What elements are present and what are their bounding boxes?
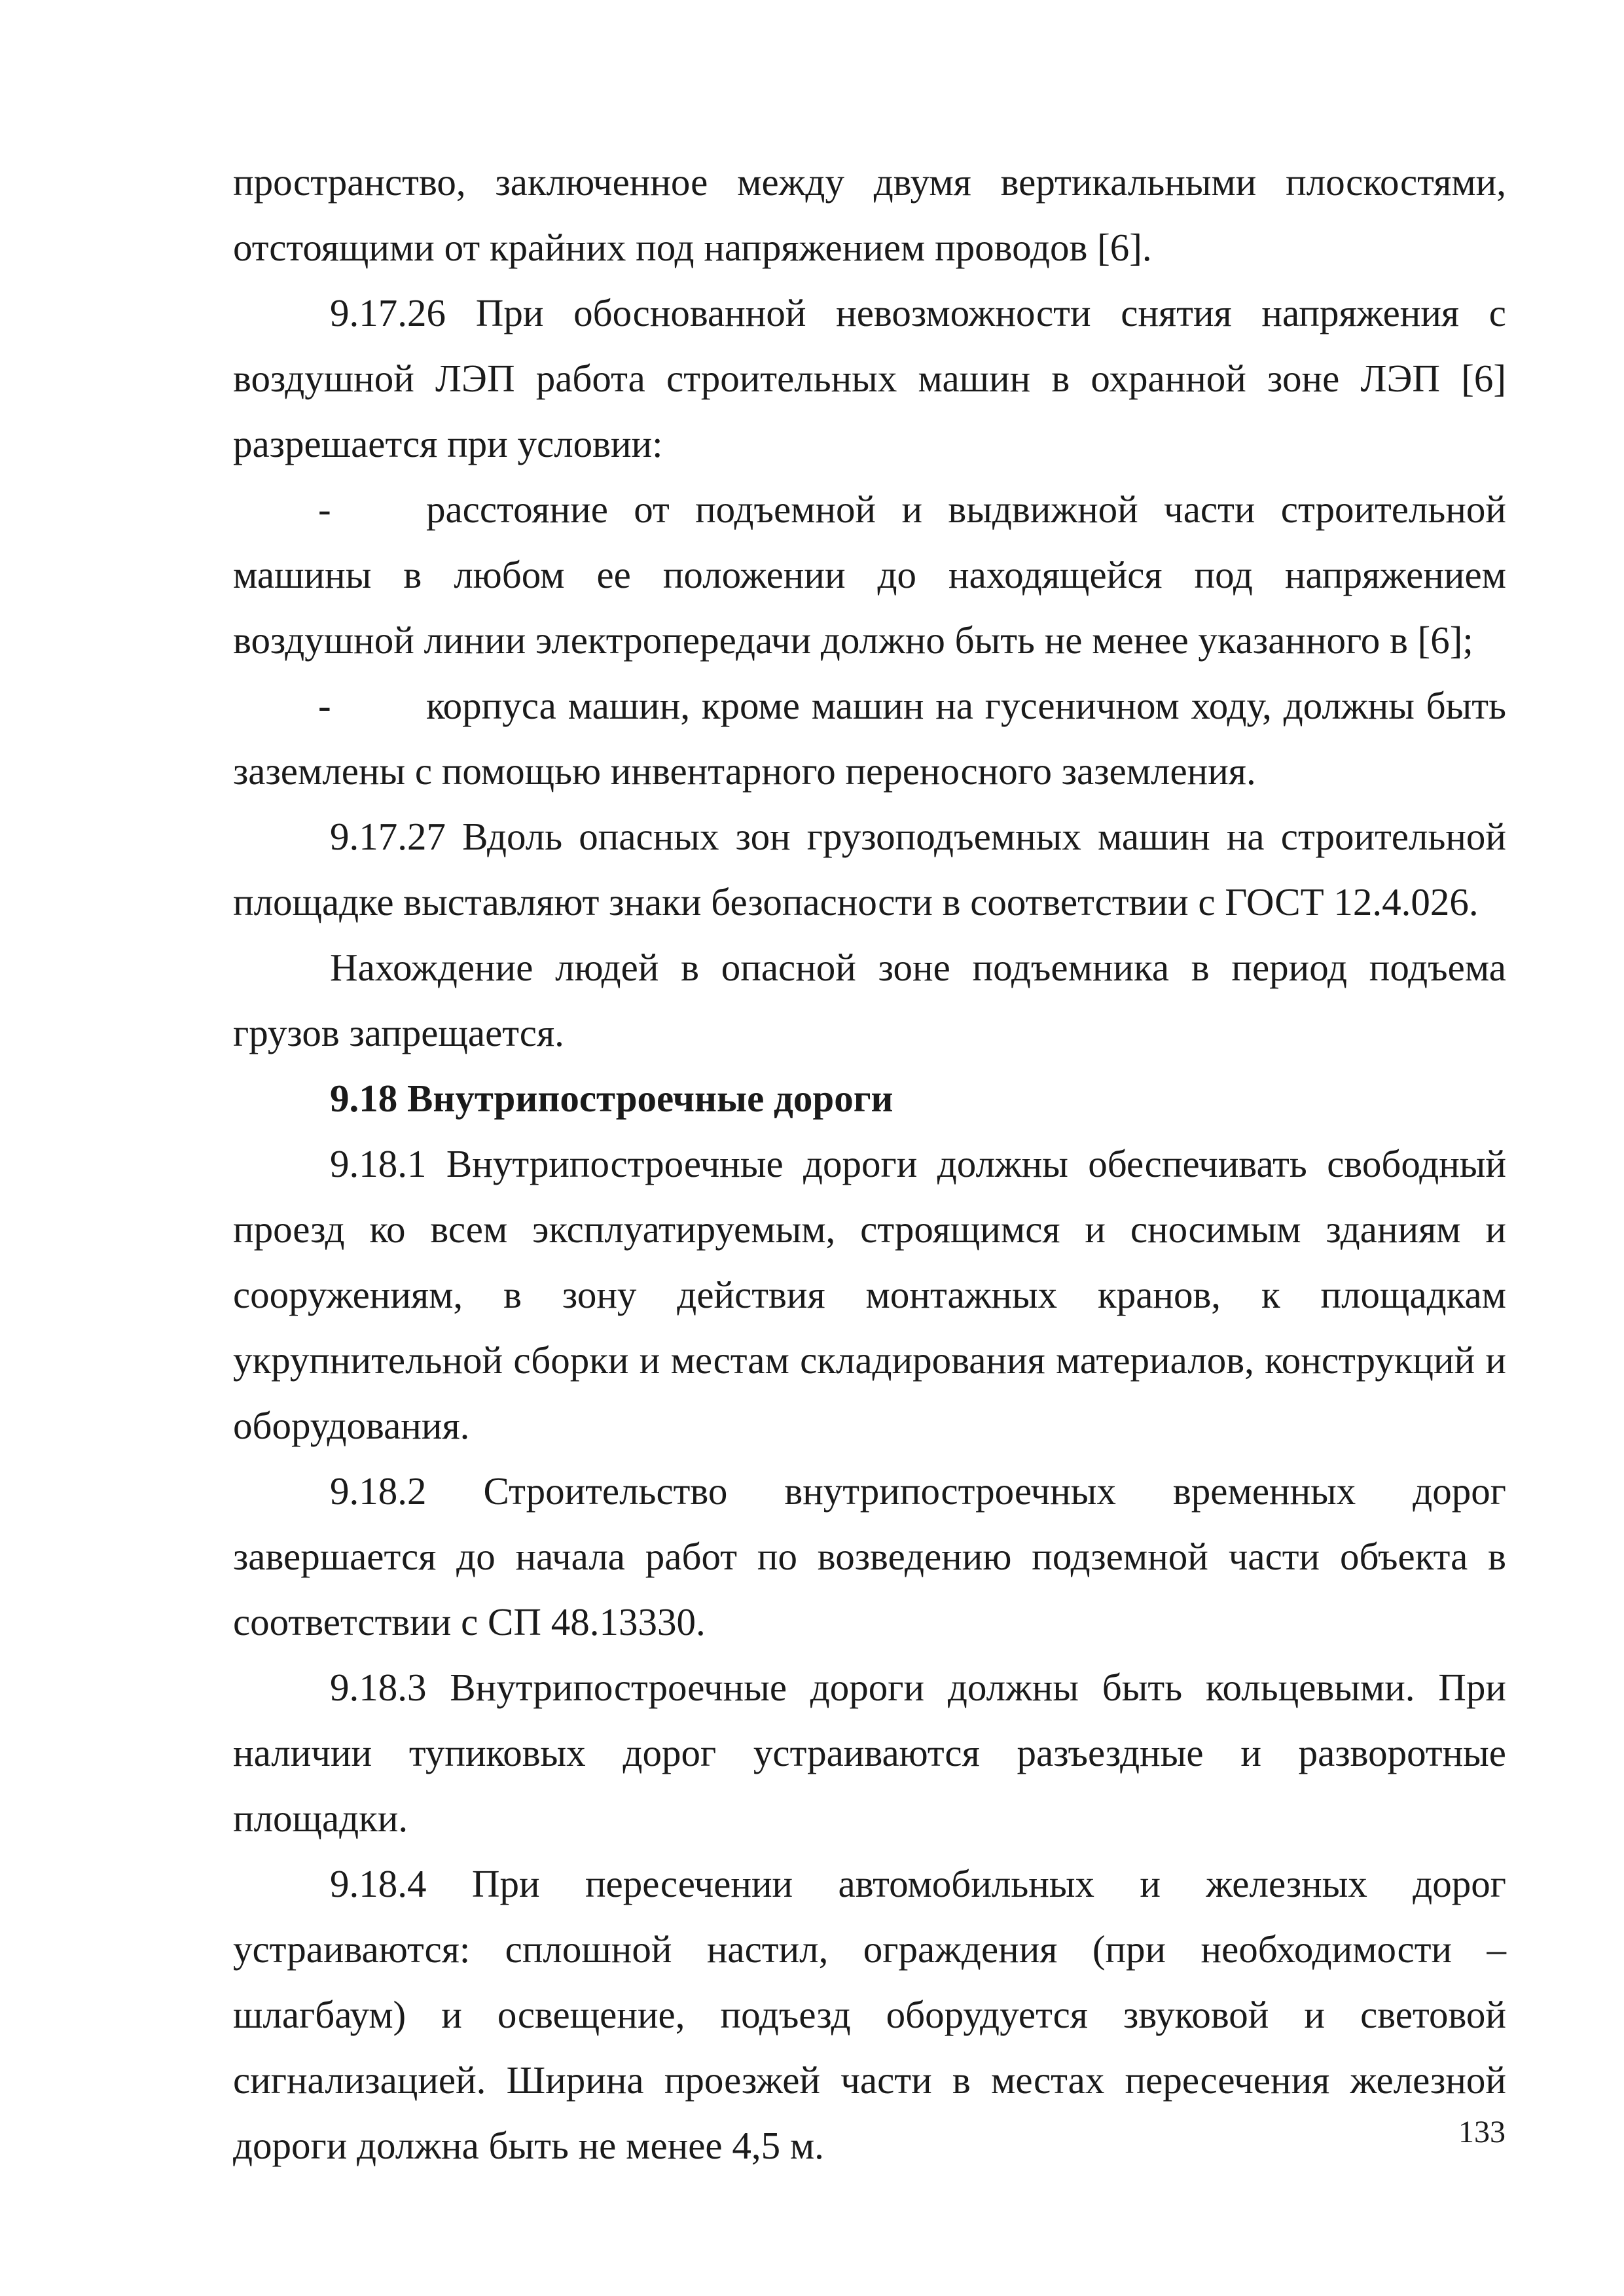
- list-item-text: расстояние от подъемной и выдвижной части строительной машины в любом ее положении до находящейся под напряжением воздушной линии электропередачи должно быть не менее указанного в [6];: [233, 488, 1506, 662]
- list-item: [233, 476, 1506, 673]
- paragraph-9-18-2: 9.18.2 Строительство внутрипостроечных временных дорог завершается до начала работ по возведению подземной части объекта в соответствии с СП 48.13330.: [233, 1469, 1506, 1643]
- page-number: 133: [1458, 2115, 1506, 2149]
- list-item-text: корпуса машин, кроме машин на гусеничном ходу, должны быть заземлены с помощью инвентарного переносного заземления.: [233, 684, 1506, 793]
- paragraph-9-17-26: 9.17.26 При обоснованной невозможности снятия напряжения с воздушной ЛЭП работа строительных машин в охранной зоне ЛЭП [6] разрешается при условии:: [233, 291, 1506, 465]
- paragraph-9-17-27: 9.17.27 Вдоль опасных зон грузоподъемных машин на строительной площадке выставляют знаки безопасности в соответствии с ГОСТ 12.4.026.: [233, 815, 1506, 924]
- section-heading-9-18: 9.18 Внутрипостроечные дороги: [330, 1077, 893, 1120]
- list-item: [233, 673, 1506, 804]
- paragraph-hazard-zone: Нахождение людей в опасной зоне подъемника в период подъема грузов запрещается.: [233, 946, 1506, 1054]
- paragraph-9-18-4: 9.18.4 При пересечении автомобильных и железных дорог устраиваются: сплошной настил, ограждения (при необходимости – шлагбаум) и освещение, подъезд оборудуется звуковой и световой сигнализацией. Ширина проезжей части в местах пересечения железной дороги должна быть не менее 4,5 м.: [233, 1862, 1506, 2167]
- paragraph-9-18-3: 9.18.3 Внутрипостроечные дороги должны быть кольцевыми. При наличии тупиковых дорог устраиваются разъездные и разворотные площадки.: [233, 1666, 1506, 1840]
- body-text: [233, 149, 1506, 2178]
- dash-bullet: -: [318, 684, 331, 727]
- paragraph-9-18-1: 9.18.1 Внутрипостроечные дороги должны обеспечивать свободный проезд ко всем эксплуатируемым, строящимся и сносимым зданиям и сооружениям, в зону действия монтажных кранов, к площадкам укрупнительной сборки и местам складирования материалов, конструкций и оборудования.: [233, 1142, 1506, 1447]
- dash-bullet: -: [318, 488, 331, 531]
- paragraph-continuation: пространство, заключенное между двумя вертикальными плоскостями, отстоящими от крайних под напряжением проводов [6].: [233, 160, 1506, 269]
